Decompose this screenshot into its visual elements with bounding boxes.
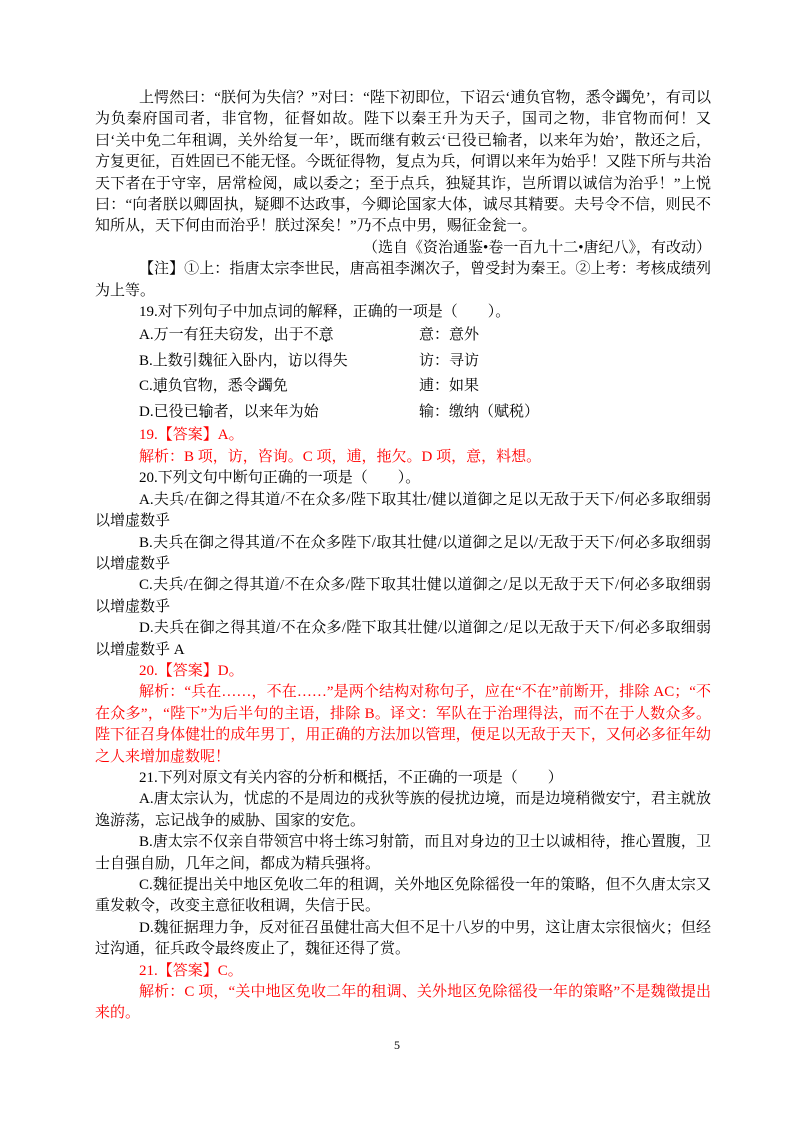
q21-option-c: C.魏征提出关中地区免收二年的租调，关外地区免除徭役一年的策略，但不久唐太宗又重发敕令，改变主意征收租调，失信于民。 — [95, 877, 711, 915]
q19-option-a-gloss: 意：意外 — [419, 327, 480, 344]
q19-stem: 19.对下列句子中加点词的解释，正确的一项是（ ）。 — [139, 304, 511, 321]
q20-analysis: 解析：“兵在……，不在……”是两个结构对称句子，应在“不在”前断开，排除 AC；“不在众多”，“陛下”为后半句的主语，排除 B。译文：军队在于治理得法，而不在于人数众多。陛下征召身体健壮的成年男丁，用正确的方法加以管理，便足以无敌于天下，又何必多征年幼之人来增加虚数呢！ — [95, 684, 711, 765]
q19-option-c-gloss: 逋：如果 — [419, 378, 480, 395]
passage-source: （选自《资治通鉴•卷一百九十二•唐纪八》，有改动） — [362, 239, 711, 256]
q19-option-d-gloss: 输：缴纳（赋税） — [419, 403, 540, 420]
q19-option-d — [95, 400, 711, 426]
passage-paragraph: 上愕然曰：“朕何为失信？”对曰：“陛下初即位，下诏云‘逋负官物，悉令蠲免’，有司以为负秦府国司者，非官物，征督如故。陛下以秦王升为天子，国司之物，非官物而何！又曰‘关中免二年租调，关外给复一年’，既而继有敕云‘已役已输者，以来年为始’，散还之后，方复更征，百姓固已不能无怪。今既征得物，复点为兵，何谓以来年为始乎！又陛下所与共治天下者在于守宰，居常检阅，咸以委之；至于点兵，独疑其诈，岂所谓以诚信为治乎！”上悦曰：“向者朕以卿固执，疑卿不达政事，今卿论国家大体，诚尽其精要。夫号令不信，则民不知所从，天下何由而治乎！朕过深矣！”乃不点中男，赐征金瓮一。 — [95, 90, 711, 235]
q21-answer: 21.【答案】C。 — [139, 962, 243, 979]
q19-option-c-text: C.逋负官物，悉令蠲免 — [139, 378, 288, 395]
q19-option-b-gloss: 访：寻访 — [419, 352, 480, 369]
q20-stem: 20.下列文句中断句正确的一项是（ ）。 — [139, 470, 421, 487]
document-content — [95, 88, 711, 1025]
q21-option-b: B.唐太宗不仅亲自带领宫中将士练习射箭，而且对身边的卫士以诚相待，推心置腹，卫士自强自励，几年之间，都成为精兵强将。 — [95, 834, 711, 872]
q21-stem: 21.下列对原文有关内容的分析和概括，不正确的一项是（ ） — [139, 769, 563, 786]
q21-analysis: 解析：C 项，“关中地区免收二年的租调、关外地区免除徭役一年的策略”不是魏徵提出来的。 — [95, 984, 711, 1022]
q20-option-b: B.夫兵在御之得其道/不在众多陛下/取其壮健/以道御之足以/无敌于天下/何必多取细弱以增虚数乎 — [95, 534, 711, 572]
q19-option-a-text: A.万一有狂夫窃发，出于不意 — [139, 327, 334, 344]
emphasis-dot-char: 访 — [287, 352, 303, 369]
emphasis-dot-char: 意 — [318, 327, 334, 344]
q19-option-a — [95, 323, 711, 349]
q20-answer: 20.【答案】D。 — [139, 662, 244, 679]
q19-option-b — [95, 349, 711, 375]
q19-option-c — [95, 374, 711, 400]
q21-option-d: D.魏征据理力争，反对征召虽健壮高大但不足十八岁的中男，这让唐太宗很恼火；但经过沟通，征兵政令最终废止了，魏征还得了赏。 — [95, 919, 711, 958]
q20-option-d: D.夫兵在御之得其道/不在众多/陛下取其壮健/以道御之/足以无敌于天下/何必多取细弱以增虚数乎 A — [95, 620, 711, 658]
page-number: 5 — [394, 1038, 400, 1052]
q19-answer: 19.【答案】A。 — [139, 427, 244, 444]
q20-option-c: C.夫兵/在御之得其道/不在众多/陛下取其壮健以道御之/足以无敌于天下/何必多取细弱以增虚数乎 — [95, 577, 711, 615]
emphasis-dot-char: 输 — [198, 403, 214, 420]
emphasis-dot-char: 逋 — [152, 378, 168, 395]
q19-option-b-text: B.上数引魏征入卧内，访以得失 — [139, 352, 348, 369]
passage-note: 【注】①上：指唐太宗李世民，唐高祖李渊次子，曾受封为秦王。②上考：考核成绩列为上等。 — [95, 261, 711, 299]
q21-option-a: A.唐太宗认为，忧虑的不是周边的戎狄等族的侵扰边境，而是边境稍微安宁，君主就放逸游荡，忘记战争的威胁、国家的安危。 — [95, 791, 711, 829]
q19-analysis: 解析：B 项，访，咨询。C 项，逋，拖欠。D 项，意，料想。 — [139, 448, 542, 465]
q19-option-d-text: D.已役已输者，以来年为始 — [139, 403, 319, 420]
q20-option-a: A.夫兵/在御之得其道/不在众多/陛下取其壮/健以道御之足以无敌于天下/何必多取细弱以增虚数乎 — [95, 491, 711, 530]
